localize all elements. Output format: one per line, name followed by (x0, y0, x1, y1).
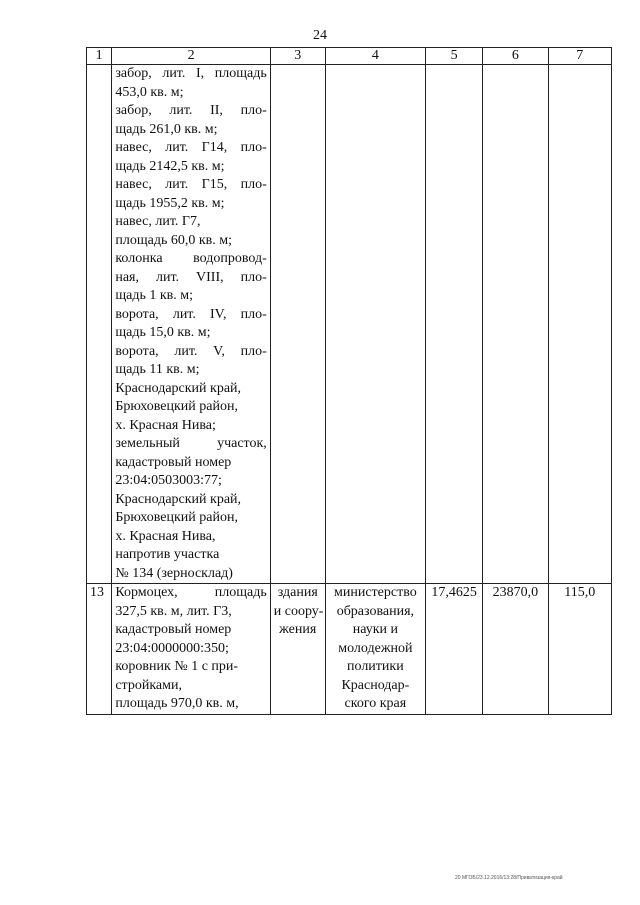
owner-line: науки и (352, 622, 399, 637)
desc-line: х. Красная Нива, (115, 528, 216, 544)
owner-line: образования, (336, 603, 415, 619)
desc-line: забор, лит. I, площадь (115, 66, 267, 81)
desc-line: напротив участка (115, 547, 220, 562)
desc-line: Брюховецкий район, (115, 510, 238, 525)
type-line: жения (279, 622, 317, 637)
table-row-13 (87, 584, 612, 715)
desc-line: ворота, лит. V, пло- (115, 343, 267, 359)
desc-line: коровник № 1 с при- (115, 659, 239, 674)
cell-col5 (426, 65, 483, 584)
desc-line: щадь 261,0 кв. м; (115, 121, 218, 137)
desc-line: ворота, лит. IV, пло- (115, 306, 267, 322)
cell-type (270, 65, 325, 584)
cell-col7: 115,0 (548, 584, 611, 715)
desc-line: № 134 (зерносклад) (115, 565, 233, 581)
page-number: 24 (313, 28, 327, 43)
desc-line: щадь 15,0 кв. м; (115, 325, 211, 340)
col-header-5: 5 (426, 48, 483, 65)
col-header-7: 7 (548, 48, 611, 65)
desc-line: х. Красная Нива; (115, 417, 216, 433)
desc-line: 23:04:0503003:77; (115, 473, 222, 488)
col-header-4: 4 (325, 48, 425, 65)
owner-line: министерство (334, 585, 417, 600)
desc-line: кадастровый номер (115, 622, 232, 637)
desc-line: щадь 2142,5 кв. м; (115, 158, 225, 174)
type-line: и соору- (273, 603, 324, 619)
desc-line: колонка водопровод- (115, 251, 267, 266)
cell-description (112, 584, 270, 715)
column-number-row (87, 48, 612, 65)
desc-line: Краснодарский край, (115, 380, 242, 396)
col-header-1: 1 (87, 48, 112, 65)
desc-line: площадь 60,0 кв. м; (115, 232, 232, 248)
cell-number: 13 (87, 584, 112, 715)
desc-line: 327,5 кв. м, лит. Г3, (115, 603, 232, 619)
desc-line: площадь 970,0 кв. м, (115, 696, 239, 711)
desc-line: 453,0 кв. м; (115, 84, 184, 100)
desc-line: ная, лит. VIII, пло- (115, 269, 267, 285)
cell-col6: 23870,0 (483, 584, 548, 715)
desc-line: щадь 1 кв. м; (115, 288, 194, 303)
footer-stamp: 20 МГОБ/23.12.2016/13:28/Приватизация-край (455, 875, 563, 881)
desc-line: навес, лит. Г14, пло- (115, 140, 267, 155)
col-header-2: 2 (112, 48, 270, 65)
desc-line: стройками, (115, 677, 182, 693)
cell-owner (325, 584, 425, 715)
cell-col5: 17,4625 (426, 584, 483, 715)
cell-number (87, 65, 112, 584)
owner-line: Краснодар- (341, 677, 410, 693)
owner-line: молодежной (338, 640, 413, 656)
desc-line: Брюховецкий район, (115, 399, 238, 414)
desc-line: кадастровый номер (115, 454, 232, 470)
desc-line: Краснодарский край, (115, 491, 242, 507)
owner-line: политики (347, 659, 404, 674)
cell-owner (325, 65, 425, 584)
desc-line: земельный участок, (115, 436, 267, 451)
desc-line: 23:04:0000000:350; (115, 640, 229, 656)
cell-col6 (483, 65, 548, 584)
property-table (86, 47, 612, 715)
col-header-6: 6 (483, 48, 548, 65)
cell-description (112, 65, 270, 584)
desc-line: забор, лит. II, пло- (115, 103, 267, 118)
desc-line: Кормоцех, площадь (115, 585, 267, 600)
desc-line: щадь 11 кв. м; (115, 362, 200, 377)
desc-line: навес, лит. Г15, пло- (115, 177, 267, 192)
cell-col7 (548, 65, 611, 584)
type-line: здания (277, 585, 318, 600)
col-header-3: 3 (270, 48, 325, 65)
desc-line: навес, лит. Г7, (115, 214, 201, 229)
cell-type (270, 584, 325, 715)
owner-line: ского края (344, 696, 407, 711)
table-row-continuation (87, 65, 612, 584)
desc-line: щадь 1955,2 кв. м; (115, 195, 225, 211)
